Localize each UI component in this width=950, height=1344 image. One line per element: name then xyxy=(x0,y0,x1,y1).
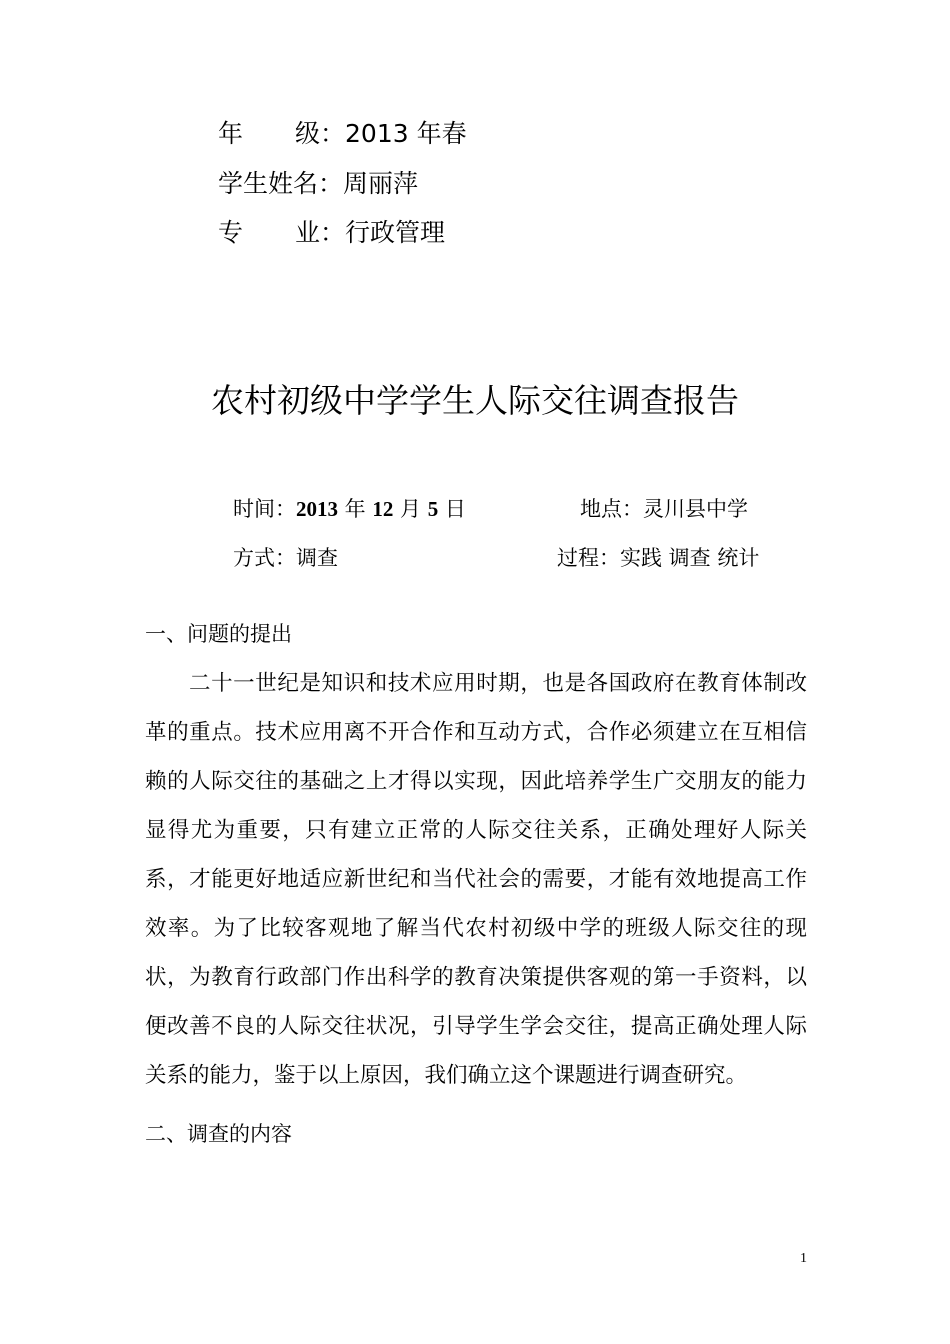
student-name-line xyxy=(218,169,418,199)
time-year: 2013 xyxy=(296,497,338,521)
document-title: 农村初级中学学生人际交往调查报告 xyxy=(211,381,739,420)
grade-value: ：2013 年春 xyxy=(320,119,467,148)
time-month: 12 xyxy=(372,497,394,521)
time-label: 时间： xyxy=(233,497,296,521)
major-line xyxy=(218,218,445,248)
time-year-unit: 年 xyxy=(338,497,373,521)
grade-line xyxy=(218,119,467,149)
section-1-paragraph: 二十一世纪是知识和技术应用时期，也是各国政府在教育体制改革的重点。技术应用离不开合作和互动方式，合作必须建立在互相信赖的人际交往的基础之上才得以实现，因此培养学生广交朋友的能力显得尤为重要，只有建立正常的人际交往关系，正确处理好人际关系，才能更好地适应新世纪和当代社会的需要，才能有效地提高工作效率。为了比较客观地了解当代农村初级中学的班级人际交往的现状，为教育行政部门作出科学的教育决策提供客观的第一手资料，以便改善不良的人际交往状况，引导学生学会交往，提高正确处理人际关系的能力，鉴于以上原因，我们确立这个课题进行调查研究。 xyxy=(145,671,807,1088)
major-value: ：行政管理 xyxy=(320,218,446,247)
time-day-unit: 日 xyxy=(438,497,466,521)
process-value: 实践 调查 统计 xyxy=(620,546,760,570)
time-day: 5 xyxy=(427,497,439,521)
process-label: 过程： xyxy=(557,546,620,570)
method-value: 调查 xyxy=(296,546,338,570)
place-field xyxy=(580,495,748,523)
method-label: 方式： xyxy=(233,546,296,570)
place-label: 地点： xyxy=(580,497,643,521)
place-value: 灵川县中学 xyxy=(643,497,748,521)
grade-label-1: 年 xyxy=(218,119,282,148)
time-month-unit: 月 xyxy=(393,497,428,521)
page-number: 1 xyxy=(800,1251,807,1266)
section-2-heading: 二、调查的内容 xyxy=(145,1122,292,1146)
major-label-1: 专 xyxy=(218,218,282,247)
student-name-label: 学生姓名 xyxy=(218,169,319,198)
process-field xyxy=(557,544,759,572)
major-label-2: 业 xyxy=(295,218,321,247)
grade-label-2: 级 xyxy=(295,119,321,148)
time-field xyxy=(233,495,466,523)
section-1-heading: 一、问题的提出 xyxy=(145,622,292,646)
student-name-value: ：周丽萍 xyxy=(318,169,419,198)
method-field xyxy=(233,544,338,572)
